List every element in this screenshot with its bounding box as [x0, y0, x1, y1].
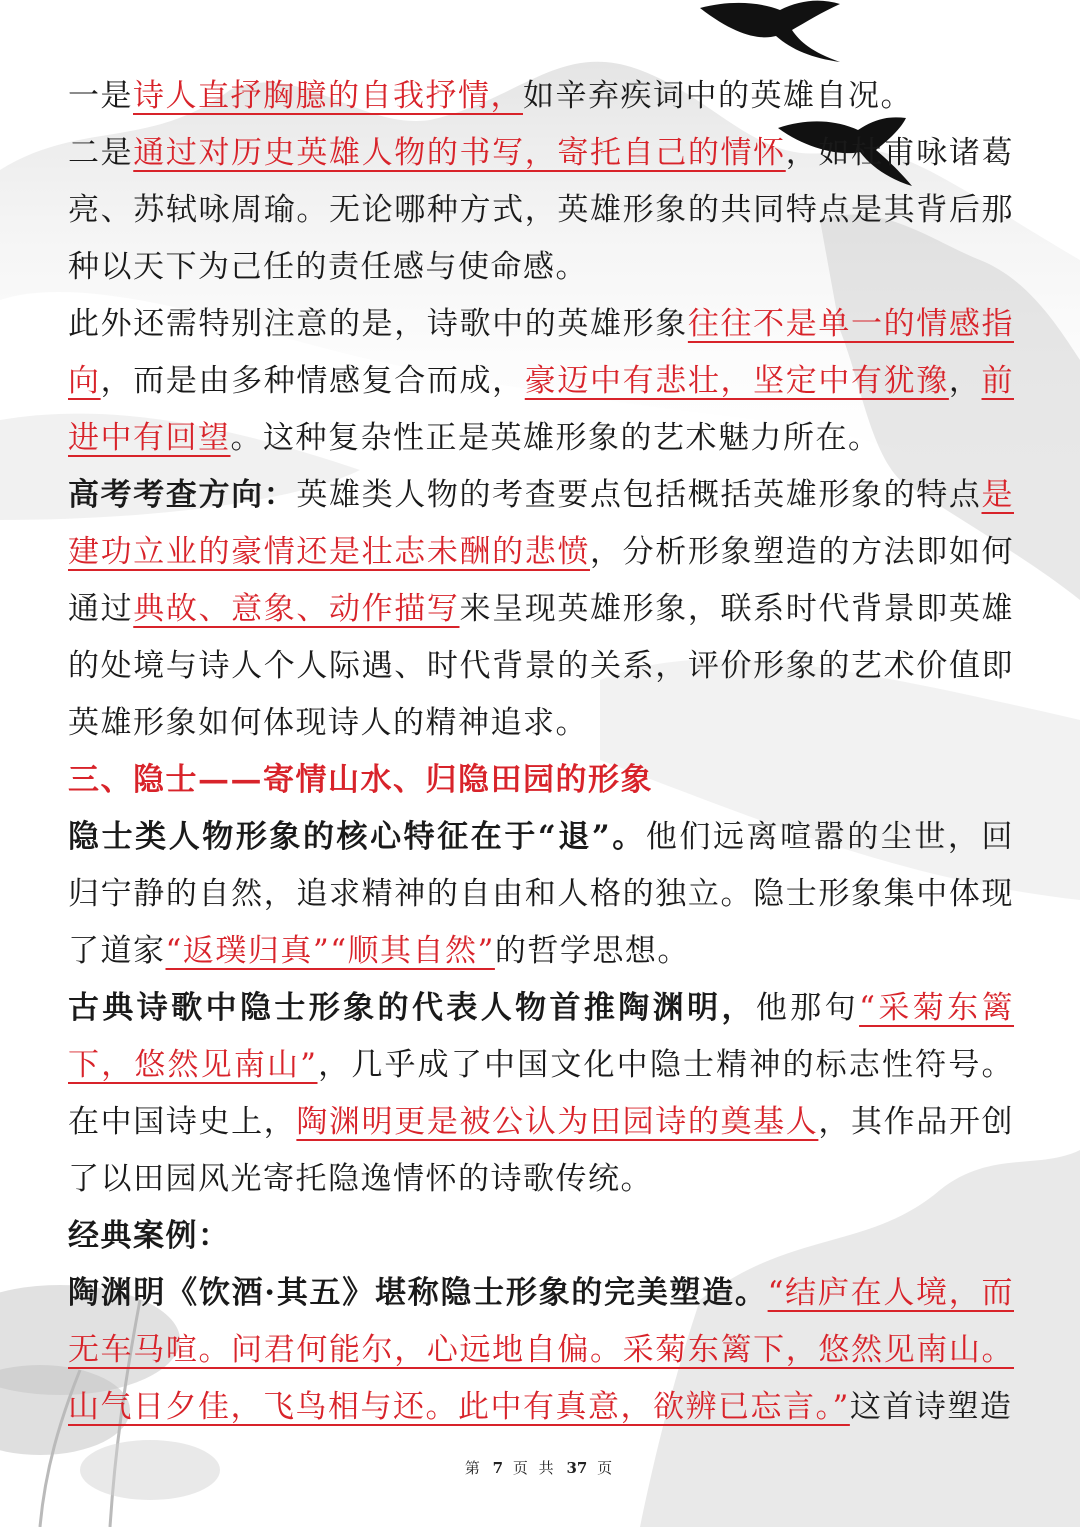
highlighted-text: 往往不是单一的情感指向 — [68, 306, 1014, 399]
paragraph: 高考考查方向：英雄类人物的考查要点包括概括英雄形象的特点是建功立业的豪情还是壮志未酬的悲愤，分析形象塑造的方法即如何通过典故、意象、动作描写来呈现英雄形象，联系时代背景即英雄的处境与诗人个人际遇、时代背景的关系，评价形象的艺术价值即英雄形象如何体现诗人的精神追求。 — [68, 477, 1014, 741]
paragraph: 古典诗歌中隐士形象的代表人物首推陶渊明，他那句“采菊东篱下，悠然见南山”，几乎成了中国文化中隐士精神的标志性符号。在中国诗史上，陶渊明更是被公认为田园诗的奠基人，其作品开创了以田园风光寄托隐逸情怀的诗歌传统。 — [68, 990, 1015, 1197]
page-number: 7 — [492, 1459, 504, 1477]
paragraph: 此外还需特别注意的是，诗歌中的英雄形象往往不是单一的情感指向，而是由多种情感复合而成，豪迈中有悲壮，坚定中有犹豫，前进中有回望。这种复杂性正是英雄形象的艺术魅力所在。 — [68, 306, 1014, 456]
highlighted-text: 是建功立业的豪情还是壮志未酬的悲愤 — [68, 477, 1014, 570]
highlighted-text: 通过对历史英雄人物的书写，寄托自己的情怀 — [133, 135, 786, 171]
page-footer: 第 7 页 共 37 页 — [464, 1459, 616, 1477]
document-body — [68, 68, 1014, 1436]
highlighted-text: 豪迈中有悲壮，坚定中有犹豫 — [524, 363, 949, 399]
highlighted-text: 前进中有回望 — [68, 363, 1014, 456]
paragraph: 隐士类人物形象的核心特征在于“退”。他们远离喧嚣的尘世，回归宁静的自然，追求精神的自由和人格的独立。隐士形象集中体现了道家“返璞归真”“顺其自然”的哲学思想。 — [68, 819, 1014, 969]
bold-text: 隐士类人物形象的核心特征在于“退”。 — [68, 819, 646, 855]
section-heading: 三、隐士——寄情山水、归隐田园的形象 — [68, 762, 653, 798]
bold-text: 陶渊明《饮酒·其五》堪称隐士形象的完美塑造。 — [68, 1275, 768, 1311]
paragraph: 一是诗人直抒胸臆的自我抒情，如辛弃疾词中的英雄自况。 — [68, 78, 913, 114]
highlighted-text: 诗人直抒胸臆的自我抒情， — [133, 78, 523, 114]
total-pages: 37 — [566, 1459, 588, 1477]
poem-quote: “结庐在人境，而无车马喧。问君何能尔，心远地自偏。采菊东篱下，悠然见南山。山气日夕佳，飞鸟相与还。此中有真意，欲辨已忘言。” — [68, 1275, 1014, 1425]
bold-text: 古典诗歌中隐士形象的代表人物首推陶渊明， — [68, 990, 756, 1026]
bird-silhouette — [700, 1, 840, 62]
paragraph: 二是通过对历史英雄人物的书写，寄托自己的情怀，如杜甫咏诸葛亮、苏轼咏周瑜。无论哪种方式，英雄形象的共同特点是其背后那种以天下为己任的责任感与使命感。 — [68, 135, 1014, 285]
section-label: 高考考查方向： — [68, 477, 297, 513]
highlighted-text: “采菊东篱下，悠然见南山” — [68, 990, 1015, 1083]
highlighted-text: 典故、意象、动作描写 — [133, 591, 460, 627]
highlighted-text: “返璞归真”“顺其自然” — [165, 933, 495, 969]
highlighted-text: 陶渊明更是被公认为田园诗的奠基人 — [296, 1104, 819, 1140]
case-label: 经典案例： — [68, 1218, 231, 1254]
paragraph: 陶渊明《饮酒·其五》堪称隐士形象的完美塑造。“结庐在人境，而无车马喧。问君何能尔，心远地自偏。采菊东篱下，悠然见南山。山气日夕佳，飞鸟相与还。此中有真意，欲辨已忘言。”这首诗塑造 — [68, 1275, 1014, 1425]
